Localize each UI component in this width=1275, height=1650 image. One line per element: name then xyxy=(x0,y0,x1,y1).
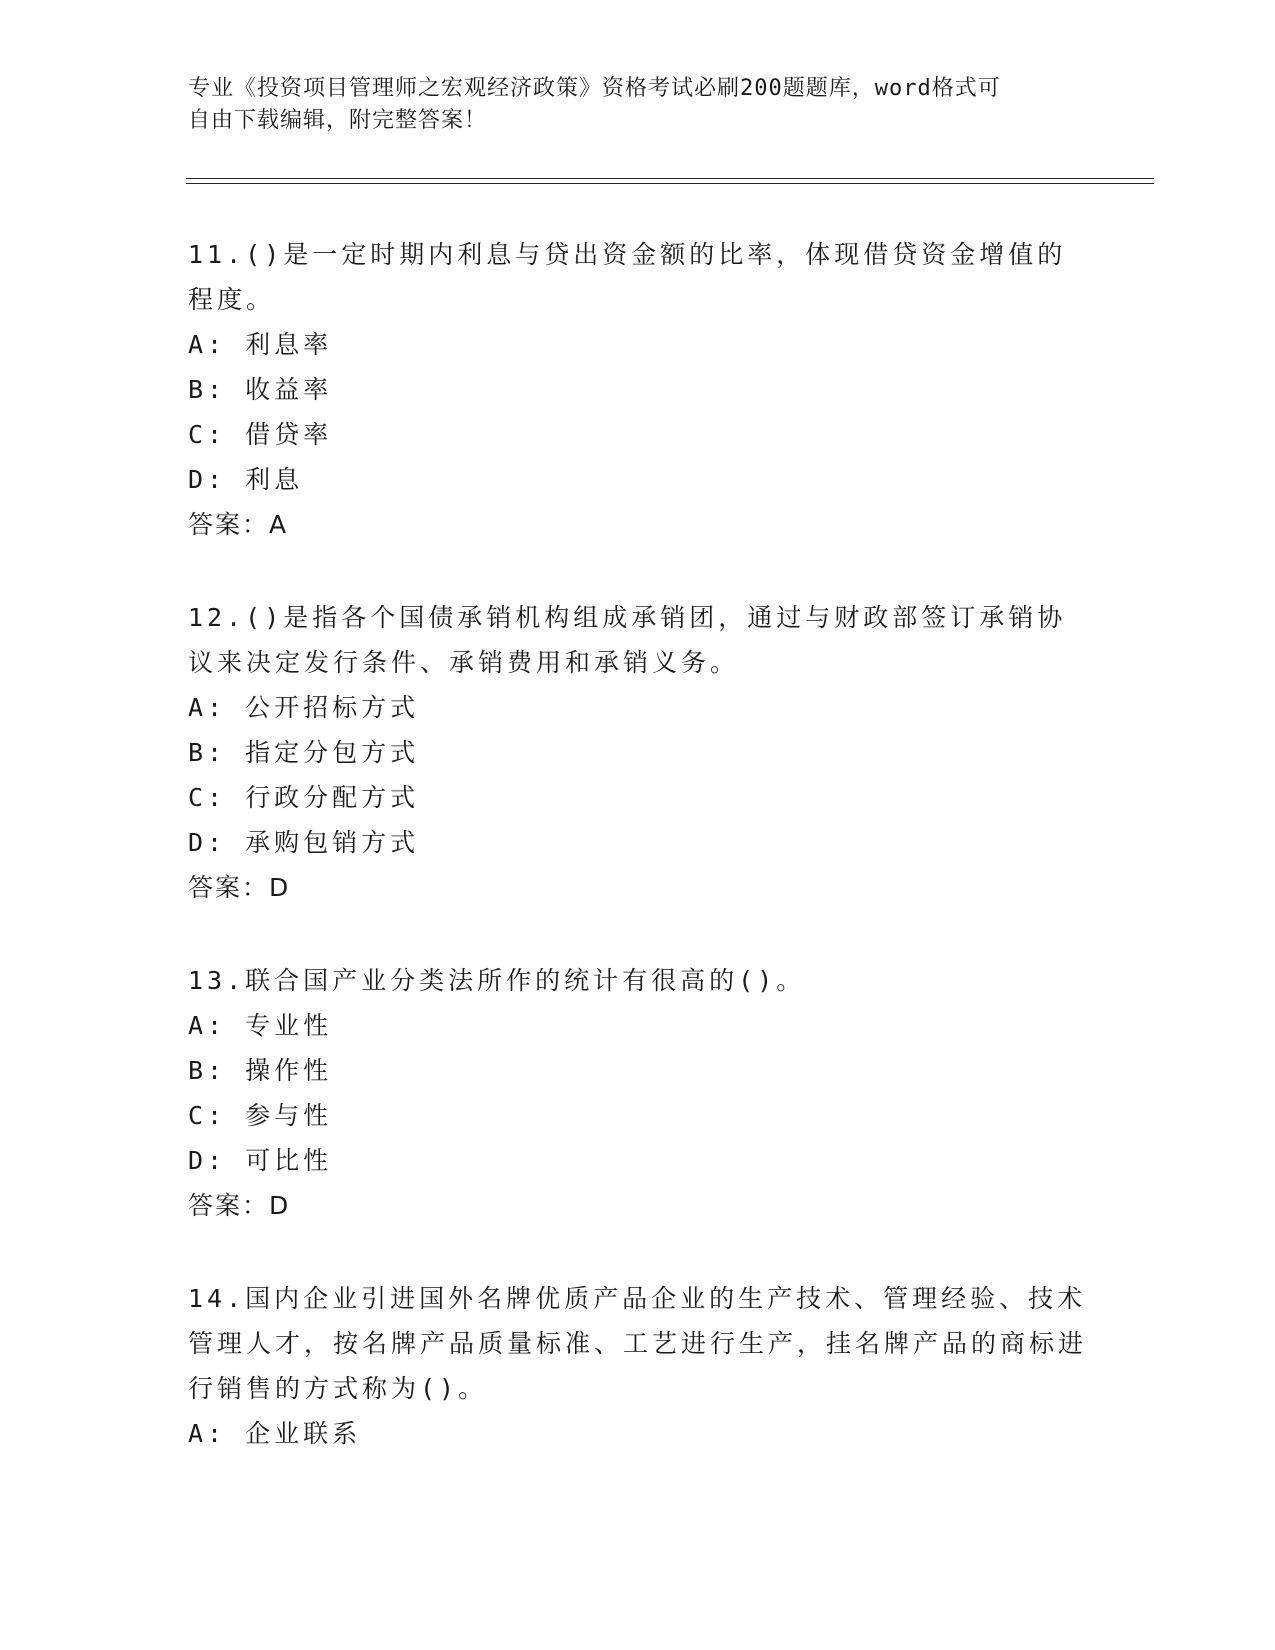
option-c: C: 参与性 xyxy=(188,1101,333,1130)
option-a: A: 利息率 xyxy=(188,330,333,359)
document-header xyxy=(188,73,1068,137)
option-b: B: 操作性 xyxy=(188,1056,333,1085)
question-stem: 11.()是一定时期内利息与贷出资金额的比率，体现借贷资金增值的程度。 xyxy=(188,240,1067,314)
question-stem: 14.国内企业引进国外名牌优质产品企业的生产技术、管理经验、技术管理人才，按名牌产品质量标准、工艺进行生产，挂名牌产品的商标进行销售的方式称为()。 xyxy=(188,1284,1088,1403)
option-d: D: 利息 xyxy=(188,465,304,494)
question-12 xyxy=(188,595,1088,910)
answer-line: 答案：A xyxy=(188,510,289,539)
option-d: D: 可比性 xyxy=(188,1146,333,1175)
question-list xyxy=(188,232,1088,1504)
header-line-2: 自由下载编辑，附完整答案！ xyxy=(188,108,488,133)
option-a: A: 企业联系 xyxy=(188,1419,362,1448)
question-13 xyxy=(188,958,1088,1228)
header-divider-top xyxy=(186,178,1154,179)
option-b: B: 收益率 xyxy=(188,375,333,404)
question-14 xyxy=(188,1276,1088,1456)
option-c: C: 行政分配方式 xyxy=(188,783,420,812)
option-c: C: 借贷率 xyxy=(188,420,333,449)
header-divider-bottom xyxy=(186,183,1154,184)
option-a: A: 专业性 xyxy=(188,1011,333,1040)
question-11 xyxy=(188,232,1088,547)
option-d: D: 承购包销方式 xyxy=(188,828,420,857)
option-b: B: 指定分包方式 xyxy=(188,738,420,767)
question-stem: 12.()是指各个国债承销机构组成承销团，通过与财政部签订承销协议来决定发行条件、承销费用和承销义务。 xyxy=(188,603,1067,677)
header-line-1: 专业《投资项目管理师之宏观经济政策》资格考试必刷200题题库，word格式可 xyxy=(188,76,1001,101)
answer-line: 答案：D xyxy=(188,1191,291,1220)
option-a: A: 公开招标方式 xyxy=(188,693,420,722)
question-stem: 13.联合国产业分类法所作的统计有很高的()。 xyxy=(188,966,806,995)
answer-line: 答案：D xyxy=(188,873,291,902)
